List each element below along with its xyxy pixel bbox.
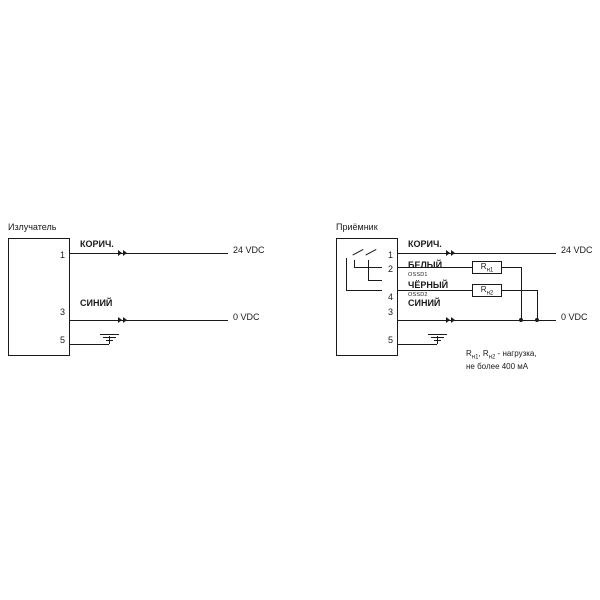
emitter-rail-label-24vdc: 24 VDC [233,245,265,255]
receiver-wire-sublabel-ossd1: OSSD1 [408,272,428,278]
emitter-wire-label-blue: СИНИЙ [80,298,113,308]
receiver-pin-5: 5 [388,335,394,345]
resistor-rn1-label: $R_{н1}$ [480,261,494,274]
resistor-rn2-label: $R_{н2}$ [480,284,494,297]
receiver-wire-label-black: ЧЁРНЫЙ [408,280,449,290]
load-note-line-2: не более 400 мА [466,361,529,371]
receiver-rail-label-0vdc: 0 VDC [561,312,588,322]
emitter-wire-brown [70,253,228,254]
emitter-wire-label-brown: КОРИЧ. [80,239,114,249]
emitter-title: Излучатель [8,222,57,232]
receiver-wire-ossd1-tail [502,267,521,268]
emitter-pin-5: 5 [60,335,66,345]
receiver-title: Приёмник [336,222,378,232]
receiver-wire-label-brown: КОРИЧ. [408,239,442,249]
receiver-wire-ground [398,344,437,345]
receiver-wire-ossd2 [398,290,472,291]
receiver-internal-switch [346,256,382,290]
emitter-pin-1: 1 [60,250,66,260]
receiver-ossd2-drop [537,290,538,320]
receiver-wire-brown [398,253,556,254]
receiver-rail-label-24vdc: 24 VDC [561,245,593,255]
receiver-ground-symbol [428,334,448,344]
receiver-ossd1-drop [521,267,522,320]
load-note [466,349,537,372]
receiver-pin-1: 1 [388,250,394,260]
emitter-wire-ground [70,344,109,345]
receiver-pin-3: 3 [388,307,394,317]
emitter-pin-3: 3 [60,307,66,317]
receiver-wire-label-white: БЕЛЫЙ [408,260,443,270]
receiver-pin-4: 4 [388,292,394,302]
emitter-ground-symbol [100,334,120,344]
resistor-rn1 [472,261,502,274]
load-note-line-1: $R_{н1}$, $R_{н2}$ - нагрузка, [466,349,537,361]
receiver-wire-ossd1 [398,267,472,268]
emitter-rail-label-0vdc: 0 VDC [233,312,260,322]
emitter-wire-blue [70,320,228,321]
resistor-rn2 [472,284,502,297]
receiver-pin-2: 2 [388,264,394,274]
receiver-wire-label-blue: СИНИЙ [408,298,441,308]
receiver-wire-ossd2-tail [502,290,537,291]
receiver-wire-blue [398,320,556,321]
receiver-wire-sublabel-ossd2: OSSD2 [408,292,428,298]
